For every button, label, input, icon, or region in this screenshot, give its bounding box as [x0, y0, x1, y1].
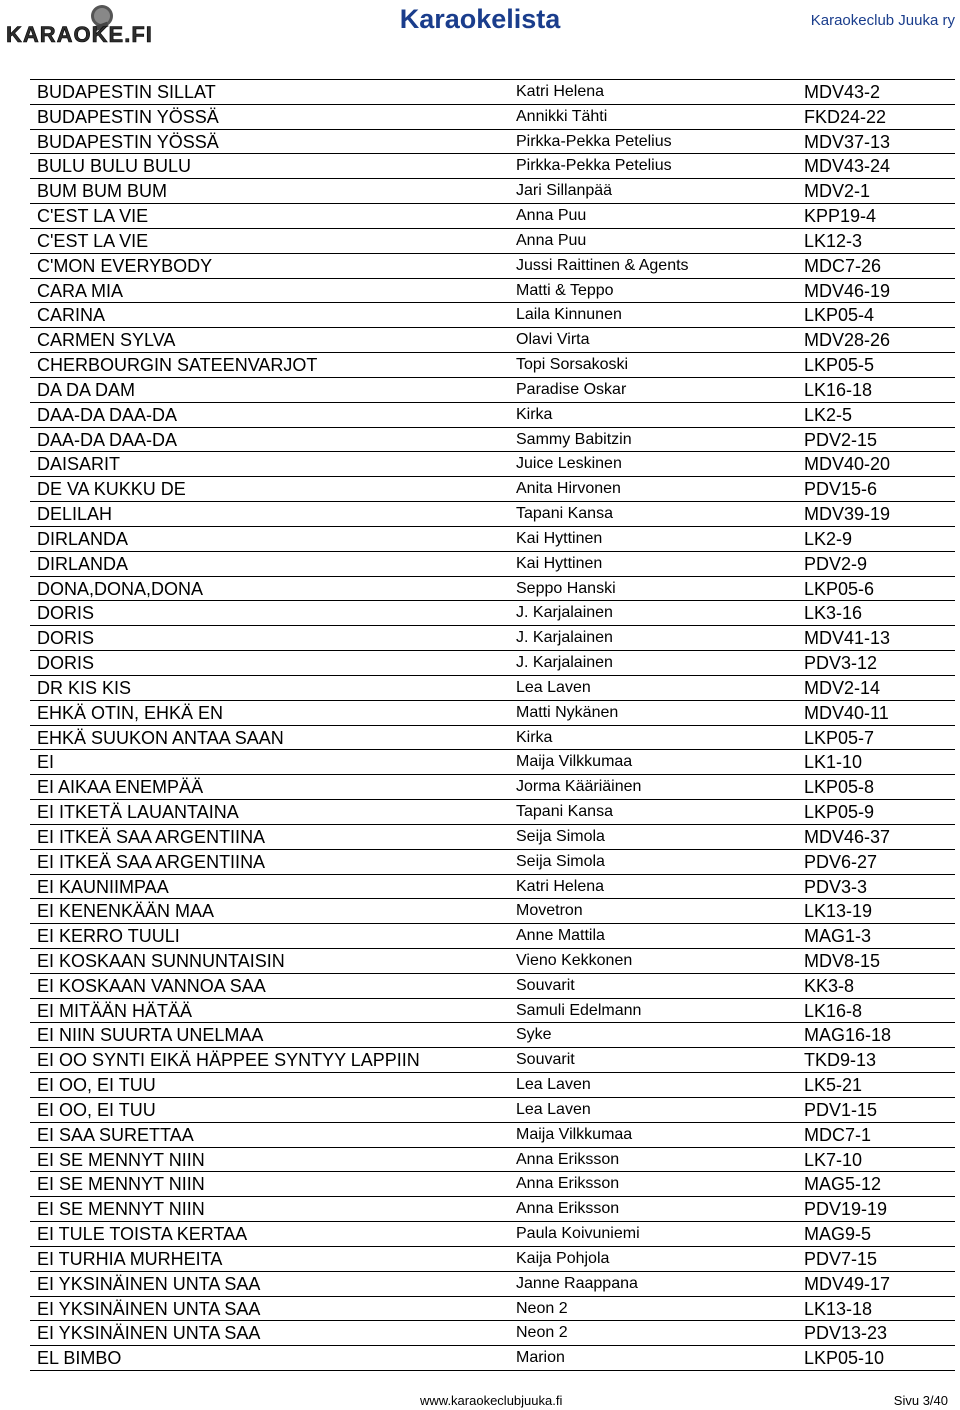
song-artist: J. Karjalainen — [516, 629, 613, 647]
song-code: KPP19-4 — [804, 206, 877, 227]
song-artist: Anna Eriksson — [516, 1200, 620, 1218]
footer-url[interactable]: www.karaokeclubjuuka.fi — [420, 1393, 563, 1408]
song-row — [30, 80, 955, 105]
song-code: MDV40-20 — [804, 454, 891, 475]
song-artist: Matti & Teppo — [516, 281, 614, 299]
song-title: EI YKSINÄINEN UNTA SAA — [37, 1273, 261, 1294]
song-artist: J. Karjalainen — [516, 604, 613, 622]
song-artist: Kaija Pohjola — [516, 1249, 610, 1267]
song-artist: Souvarit — [516, 1051, 575, 1069]
song-title: EI TURHIA MURHEITA — [37, 1248, 223, 1269]
song-code: MDV8-15 — [804, 950, 881, 971]
song-row — [30, 154, 955, 179]
song-title: C'MON EVERYBODY — [37, 255, 213, 276]
song-row — [30, 204, 955, 229]
song-code: LKP05-10 — [804, 1348, 885, 1369]
song-row — [30, 1297, 955, 1322]
song-artist: Topi Sorsakoski — [516, 356, 629, 374]
song-title: EI YKSINÄINEN UNTA SAA — [37, 1298, 261, 1319]
song-row — [30, 949, 955, 974]
song-title: EI SE MENNYT NIIN — [37, 1199, 205, 1220]
song-title: DONA,DONA,DONA — [37, 578, 204, 599]
song-title: DR KIS KIS — [37, 677, 132, 698]
song-code: LK13-18 — [804, 1298, 873, 1319]
song-row — [30, 229, 955, 254]
song-artist: Sammy Babitzin — [516, 430, 632, 448]
song-code: LK16-8 — [804, 1000, 863, 1021]
song-title: CHERBOURGIN SATEENVARJOT — [37, 355, 318, 376]
logo-text: KARAOKE.FI — [6, 22, 152, 47]
song-title: BUDAPESTIN YÖSSÄ — [37, 131, 219, 152]
song-title: EI SE MENNYT NIIN — [37, 1174, 205, 1195]
song-row — [30, 800, 955, 825]
song-code: MDC7-26 — [804, 255, 882, 276]
song-title: DELILAH — [37, 504, 113, 525]
song-code: LK7-10 — [804, 1149, 863, 1170]
song-row — [30, 1321, 955, 1346]
song-code: MAG5-12 — [804, 1174, 882, 1195]
song-row — [30, 428, 955, 453]
song-title: EI KERRO TUULI — [37, 926, 180, 947]
song-artist: Seija Simola — [516, 852, 605, 870]
song-row — [30, 254, 955, 279]
song-title: DAISARIT — [37, 454, 121, 475]
song-artist: Lea Laven — [516, 1076, 591, 1094]
song-artist: Olavi Virta — [516, 331, 590, 349]
song-code: LK12-3 — [804, 230, 863, 251]
song-row — [30, 1346, 955, 1371]
song-code: PDV19-19 — [804, 1199, 888, 1220]
song-code: PDV2-15 — [804, 429, 878, 450]
song-code: LK1-10 — [804, 752, 863, 773]
song-title: C'EST LA VIE — [37, 206, 149, 227]
song-artist: Samuli Edelmann — [516, 1001, 642, 1019]
song-code: MDV43-2 — [804, 82, 881, 102]
song-artist: Paradise Oskar — [516, 380, 627, 398]
song-code: MDV37-13 — [804, 131, 891, 152]
song-row — [30, 974, 955, 999]
song-artist: Jussi Raittinen & Agents — [516, 256, 689, 274]
song-artist: Kirka — [516, 405, 553, 423]
song-row — [30, 353, 955, 378]
song-artist: Kirka — [516, 728, 553, 746]
song-title: DAA-DA DAA-DA — [37, 404, 178, 425]
song-artist: Juice Leskinen — [516, 455, 622, 473]
song-code: PDV15-6 — [804, 479, 878, 500]
song-code: TKD9-13 — [804, 1050, 877, 1071]
song-artist: J. Karjalainen — [516, 654, 613, 672]
song-title: C'EST LA VIE — [37, 230, 149, 251]
song-artist: Vieno Kekkonen — [516, 951, 633, 969]
song-title: EHKÄ SUUKON ANTAA SAAN — [37, 727, 284, 748]
song-row — [30, 527, 955, 552]
song-code: LKP05-5 — [804, 355, 875, 376]
song-row — [30, 1023, 955, 1048]
song-row — [30, 726, 955, 751]
song-artist: Anna Eriksson — [516, 1175, 620, 1193]
song-code: LK3-16 — [804, 603, 863, 624]
song-artist: Seija Simola — [516, 827, 605, 845]
song-artist: Tapani Kansa — [516, 505, 613, 523]
song-artist: Pirkka-Pekka Petelius — [516, 132, 672, 150]
song-code: LKP05-6 — [804, 578, 875, 599]
song-code: MAG9-5 — [804, 1224, 872, 1245]
song-artist: Laila Kinnunen — [516, 306, 622, 324]
song-code: PDV1-15 — [804, 1099, 878, 1120]
song-title: CARA MIA — [37, 280, 124, 301]
song-row — [30, 1123, 955, 1148]
song-code: PDV3-3 — [804, 876, 868, 897]
song-title: EI ITKEÄ SAA ARGENTIINA — [37, 851, 266, 872]
song-row — [30, 179, 955, 204]
song-row — [30, 1197, 955, 1222]
song-artist: Janne Raappana — [516, 1274, 638, 1292]
song-title: BULU BULU BULU — [37, 156, 192, 177]
song-artist: Jari Sillanpää — [516, 182, 613, 200]
song-code: PDV3-12 — [804, 653, 878, 674]
song-code: FKD24-22 — [804, 106, 887, 127]
song-code: PDV6-27 — [804, 851, 878, 872]
song-artist: Movetron — [516, 902, 583, 920]
song-row — [30, 403, 955, 428]
song-code: MDV40-11 — [804, 702, 889, 723]
song-row — [30, 130, 955, 155]
song-row — [30, 601, 955, 626]
song-row — [30, 502, 955, 527]
song-row — [30, 775, 955, 800]
song-code: MAG16-18 — [804, 1025, 892, 1046]
song-code: MDV43-24 — [804, 156, 891, 177]
song-row — [30, 651, 955, 676]
song-list — [30, 80, 955, 1371]
song-title: BUM BUM BUM — [37, 181, 167, 202]
club-name: Karaokeclub Juuka ry — [810, 12, 955, 29]
song-row — [30, 378, 955, 403]
song-row — [30, 626, 955, 651]
song-title: DORIS — [37, 628, 95, 649]
song-artist: Pirkka-Pekka Petelius — [516, 157, 672, 175]
song-title: BUDAPESTIN YÖSSÄ — [37, 106, 219, 127]
song-row — [30, 1272, 955, 1297]
song-row — [30, 750, 955, 775]
song-row — [30, 1098, 955, 1123]
song-title: EI MITÄÄN HÄTÄÄ — [37, 1000, 193, 1021]
song-artist: Souvarit — [516, 976, 575, 994]
song-code: LK13-19 — [804, 901, 873, 922]
song-row — [30, 1247, 955, 1272]
song-row — [30, 1222, 955, 1247]
song-artist: Anita Hirvonen — [516, 480, 621, 498]
song-row — [30, 452, 955, 477]
song-row — [30, 825, 955, 850]
song-artist: Tapani Kansa — [516, 803, 613, 821]
song-artist: Lea Laven — [516, 1100, 591, 1118]
song-title: EI TULE TOISTA KERTAA — [37, 1224, 248, 1245]
song-code: MDV39-19 — [804, 504, 891, 525]
song-row — [30, 899, 955, 924]
song-row — [30, 999, 955, 1024]
song-code: MAG1-3 — [804, 926, 872, 947]
song-row — [30, 477, 955, 502]
song-artist: Maija Vilkkumaa — [516, 753, 633, 771]
song-title: EHKÄ OTIN, EHKÄ EN — [37, 702, 224, 723]
song-title: EL BIMBO — [37, 1348, 122, 1369]
song-row — [30, 1073, 955, 1098]
song-title: BUDAPESTIN SILLAT — [37, 82, 216, 102]
song-title: EI AIKAA ENEMPÄÄ — [37, 777, 204, 798]
song-row — [30, 303, 955, 328]
song-title: EI KENENKÄÄN MAA — [37, 901, 215, 922]
song-code: KK3-8 — [804, 975, 855, 996]
song-code: MDV28-26 — [804, 330, 891, 351]
song-row — [30, 850, 955, 875]
song-title: EI NIIN SUURTA UNELMAA — [37, 1025, 264, 1046]
song-row — [30, 924, 955, 949]
song-artist: Lea Laven — [516, 678, 591, 696]
song-artist: Kai Hyttinen — [516, 529, 603, 547]
song-code: MDV49-17 — [804, 1273, 891, 1294]
song-title: EI OO, EI TUU — [37, 1075, 156, 1096]
song-artist: Anna Puu — [516, 231, 587, 249]
song-artist: Neon 2 — [516, 1324, 568, 1342]
song-artist: Marion — [516, 1349, 565, 1367]
song-code: LKP05-4 — [804, 305, 875, 326]
song-title: CARMEN SYLVA — [37, 330, 176, 351]
song-row — [30, 105, 955, 130]
song-code: MDV46-37 — [804, 826, 891, 847]
song-title: EI SAA SURETTAA — [37, 1124, 194, 1145]
song-code: MDC7-1 — [804, 1124, 872, 1145]
song-artist: Paula Koivuniemi — [516, 1225, 640, 1243]
song-code: LK5-21 — [804, 1075, 863, 1096]
song-code: MDV2-14 — [804, 677, 881, 698]
song-title: EI YKSINÄINEN UNTA SAA — [37, 1323, 261, 1344]
song-title: DE VA KUKKU DE — [37, 479, 186, 500]
song-row — [30, 1148, 955, 1173]
song-code: LK2-9 — [804, 528, 853, 549]
song-artist: Anna Eriksson — [516, 1150, 620, 1168]
song-title: EI OO, EI TUU — [37, 1099, 156, 1120]
song-title: EI SE MENNYT NIIN — [37, 1149, 205, 1170]
song-artist: Katri Helena — [516, 877, 605, 895]
song-title: DORIS — [37, 653, 95, 674]
song-code: MDV41-13 — [804, 628, 891, 649]
song-code: MDV2-1 — [804, 181, 871, 202]
page-number: Sivu 3/40 — [893, 1393, 948, 1408]
song-artist: Maija Vilkkumaa — [516, 1125, 633, 1143]
song-row — [30, 328, 955, 353]
song-code: LKP05-8 — [804, 777, 875, 798]
song-title: CARINA — [37, 305, 106, 326]
song-code: LKP05-7 — [804, 727, 875, 748]
song-row — [30, 875, 955, 900]
song-title: EI — [37, 752, 55, 773]
song-code: LK16-18 — [804, 379, 873, 400]
song-row — [30, 1048, 955, 1073]
song-code: LK2-5 — [804, 404, 853, 425]
song-row — [30, 701, 955, 726]
song-title: DORIS — [37, 603, 95, 624]
song-title: DIRLANDA — [37, 553, 129, 574]
song-title: EI ITKETÄ LAUANTAINA — [37, 802, 239, 823]
song-row — [30, 552, 955, 577]
song-title: EI KOSKAAN SUNNUNTAISIN — [37, 950, 285, 971]
song-title: DA DA DAM — [37, 379, 136, 400]
song-code: PDV13-23 — [804, 1323, 888, 1344]
song-row — [30, 676, 955, 701]
song-code: LKP05-9 — [804, 802, 875, 823]
song-artist: Neon 2 — [516, 1299, 568, 1317]
song-artist: Annikki Tähti — [516, 107, 608, 125]
song-row — [30, 279, 955, 304]
song-title: EI KOSKAAN VANNOA SAA — [37, 975, 266, 996]
song-artist: Jorma Kääriäinen — [516, 778, 642, 796]
song-title: DAA-DA DAA-DA — [37, 429, 178, 450]
song-title: EI ITKEÄ SAA ARGENTIINA — [37, 826, 266, 847]
song-artist: Anne Mattila — [516, 927, 605, 945]
song-artist: Anna Puu — [516, 207, 587, 225]
song-artist: Katri Helena — [516, 83, 605, 100]
song-artist: Matti Nykänen — [516, 703, 619, 721]
song-code: MDV46-19 — [804, 280, 891, 301]
song-artist: Syke — [516, 1026, 552, 1044]
song-artist: Seppo Hanski — [516, 579, 616, 597]
song-row — [30, 577, 955, 602]
page-title: Karaokelista — [399, 4, 561, 34]
song-code: PDV7-15 — [804, 1248, 878, 1269]
song-title: DIRLANDA — [37, 528, 129, 549]
song-title: EI OO SYNTI EIKÄ HÄPPEE SYNTYY LAPPIIN — [37, 1050, 420, 1071]
song-artist: Kai Hyttinen — [516, 554, 603, 572]
song-title: EI KAUNIIMPAA — [37, 876, 169, 897]
song-code: PDV2-9 — [804, 553, 868, 574]
song-row — [30, 1172, 955, 1197]
